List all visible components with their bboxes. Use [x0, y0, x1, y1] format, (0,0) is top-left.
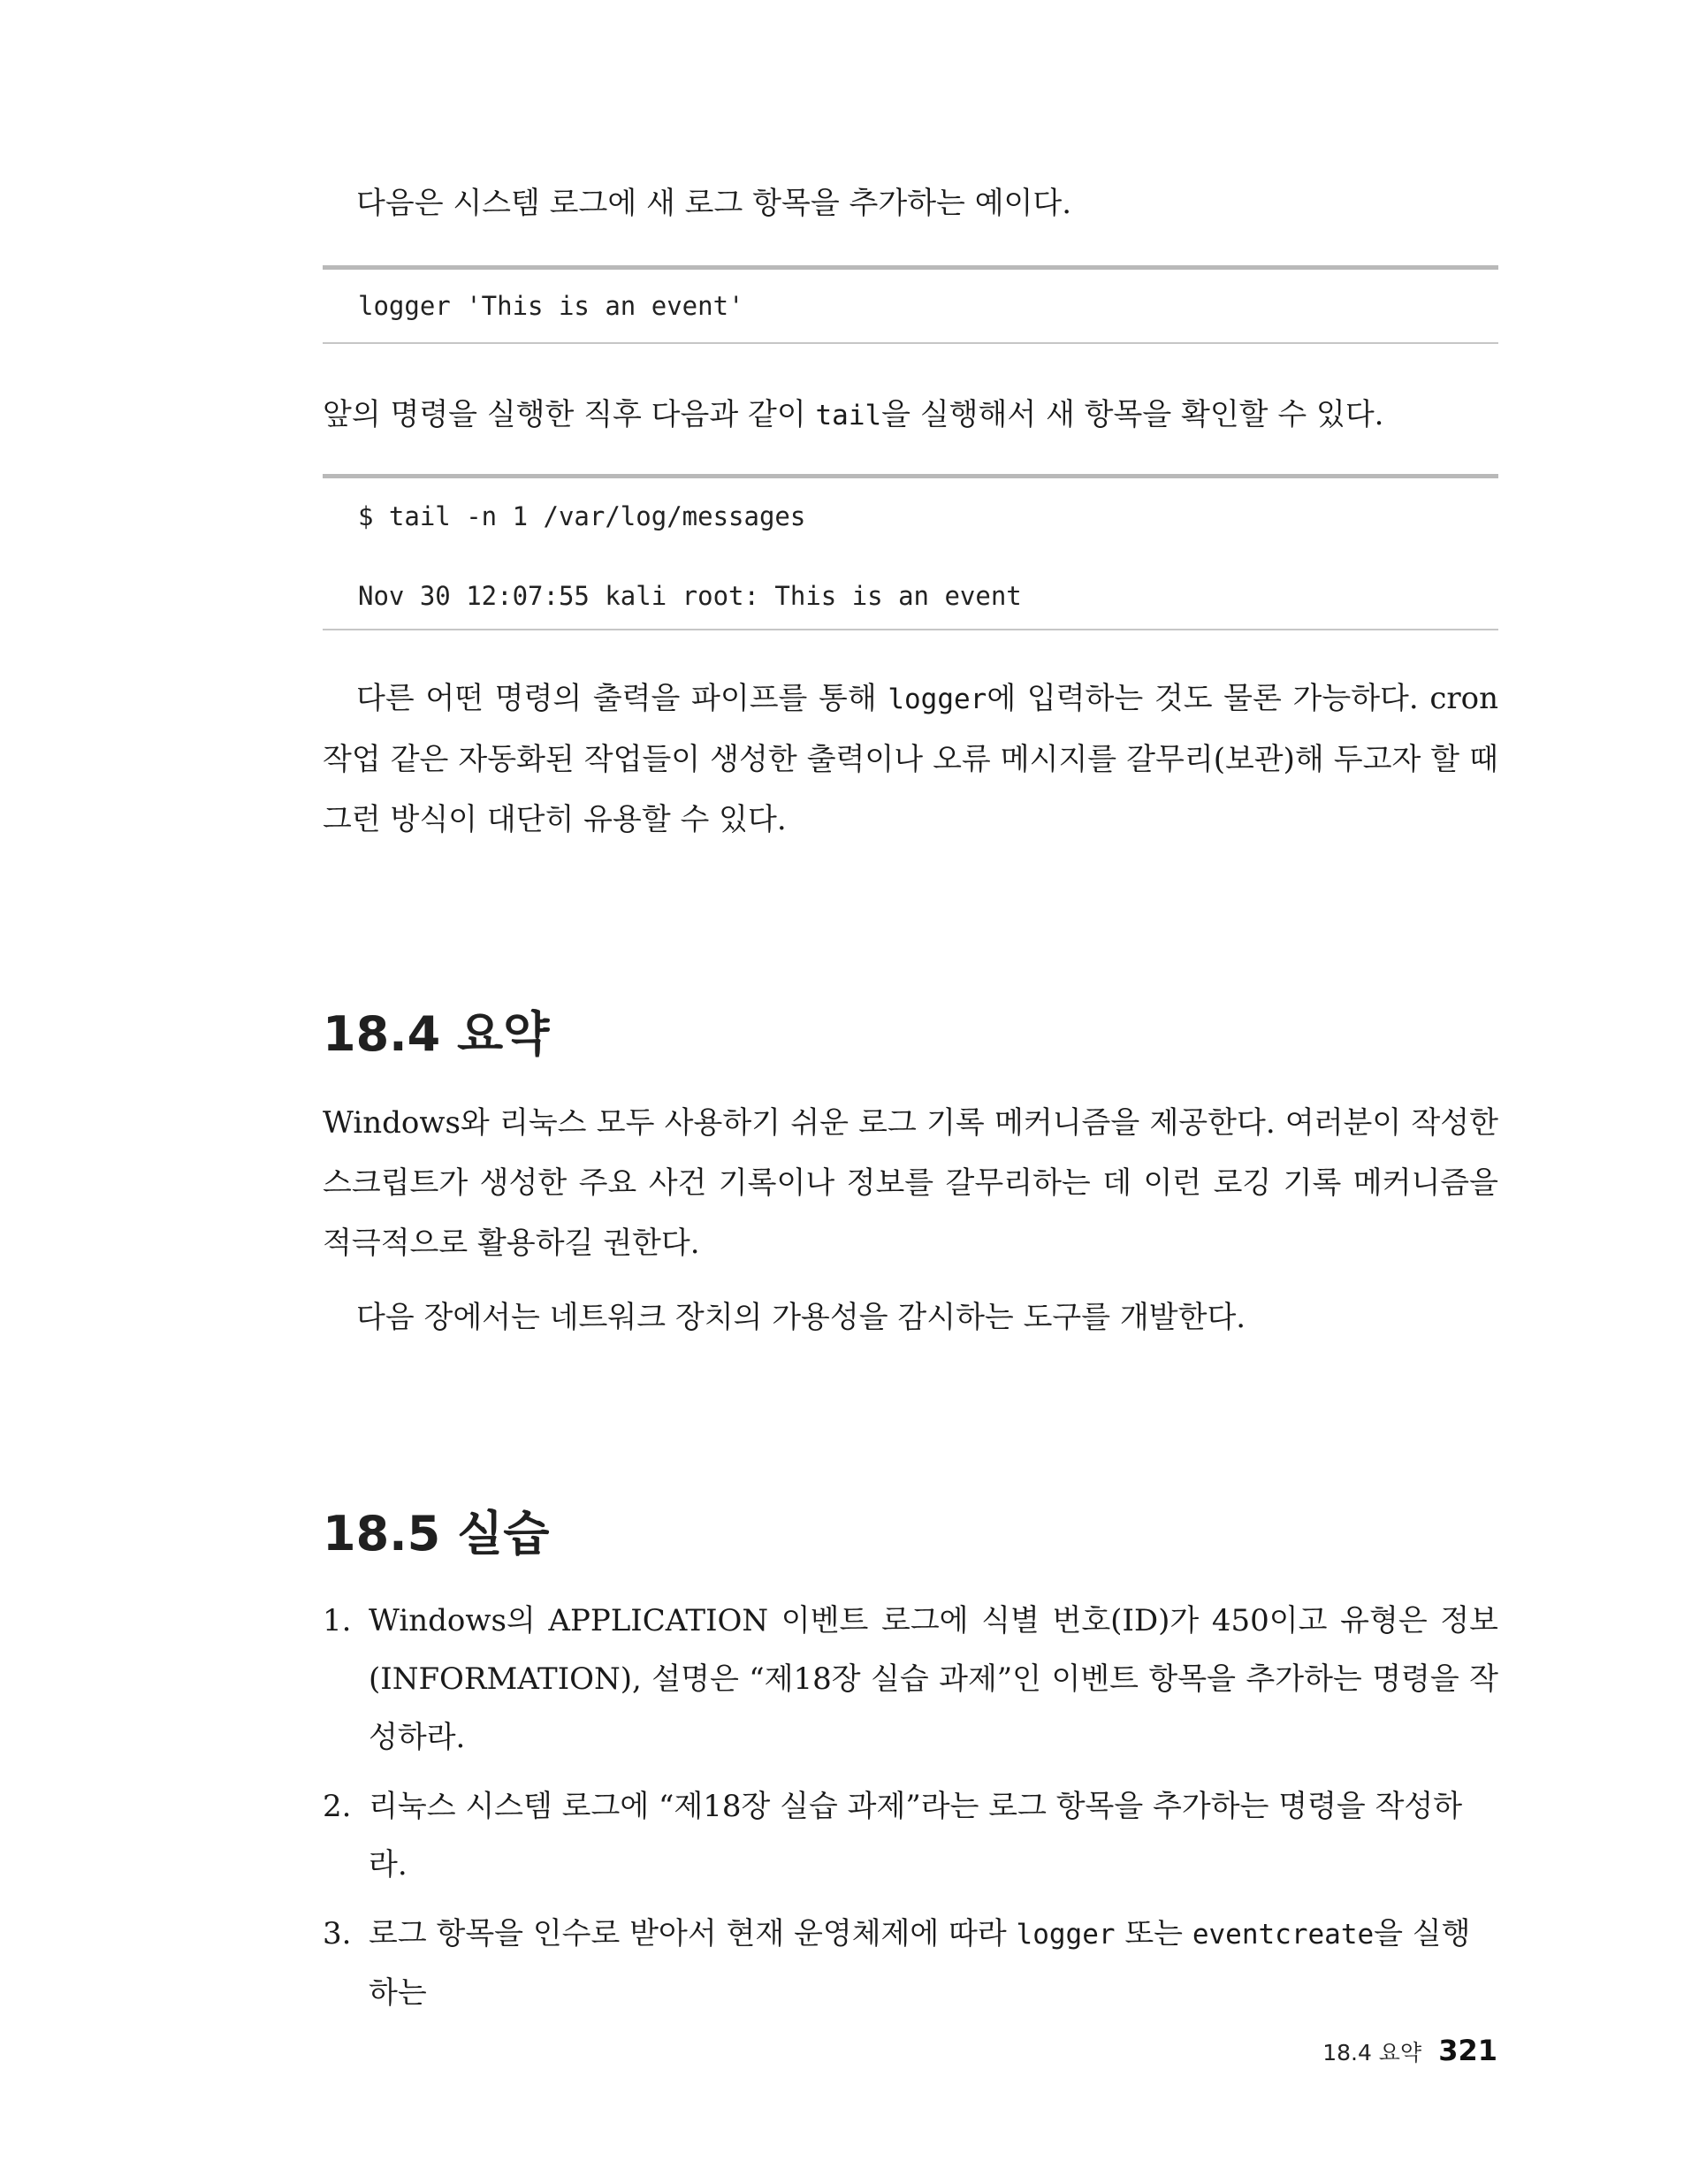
- list-text: 리눅스 시스템 로그에 “제18장 실습 과제”라는 로그 항목을 추가하는 명령을 작성하라.: [369, 1789, 1463, 1882]
- list-number: 1.: [323, 1603, 352, 1638]
- page-footer: [1322, 2034, 1497, 2067]
- text-run: 에 입력하는 것도 물론 가능하다. cron 작업 같은 자동화된 작업들이 생성한 출력이나 오류 메시지를 갈무리(보관)해 두고자 할 때 그런 방식이 대단히 유용할 수 있다.: [323, 681, 1498, 837]
- footer-section-title: 18.4 요약: [1322, 2040, 1422, 2066]
- inline-code: logger: [1016, 1919, 1116, 1951]
- list-text: Windows의 APPLICATION 이벤트 로그에 식별 번호(ID)가 450이고 유형은 정보(INFORMATION), 설명은 “제18장 실습 과제”인 이벤트 항목을 추가하는 명령을 작성하라.: [369, 1603, 1498, 1755]
- pipe-paragraph: [323, 668, 1498, 850]
- practice-heading: 18.5 실습: [323, 1506, 550, 1562]
- text-run: 을 실행해서 새 항목을 확인할 수 있다.: [881, 397, 1384, 432]
- practice-list: [323, 1592, 1498, 2022]
- summary-heading: 18.4 요약: [323, 1006, 550, 1062]
- summary-paragraph: Windows와 리눅스 모두 사용하기 쉬운 로그 기록 메커니즘을 제공한다. 여러분이 작성한 스크립트가 생성한 주요 사건 기록이나 정보를 갈무리하는 데 이런 로깅 기록 메커니즘을 적극적으로 활용하길 권한다.: [323, 1105, 1498, 1261]
- list-number: 3.: [323, 1916, 352, 1951]
- list-number: 2.: [323, 1789, 352, 1824]
- text-run: 로그 항목을 인수로 받아서 현재 운영체제에 따라: [369, 1916, 1017, 1951]
- list-item: [323, 1777, 1498, 1894]
- text-run: 앞의 명령을 실행한 직후 다음과 같이: [323, 397, 816, 432]
- intro-paragraph: 다음은 시스템 로그에 새 로그 항목을 추가하는 예이다.: [356, 186, 1072, 221]
- page-number: 321: [1438, 2034, 1497, 2067]
- text-run: 다른 어떤 명령의 출력을 파이프를 통해: [356, 681, 888, 716]
- code-line: Nov 30 12:07:55 kali root: This is an event: [358, 581, 1022, 611]
- inline-code: tail: [815, 400, 882, 431]
- inline-code: logger: [888, 683, 987, 715]
- inline-code: eventcreate: [1192, 1919, 1375, 1951]
- code-block-logger: [323, 265, 1498, 344]
- code-block-tail: [323, 474, 1498, 630]
- list-item: [323, 1592, 1498, 1767]
- next-chapter-paragraph: 다음 장에서는 네트워크 장치의 가용성을 감시하는 도구를 개발한다.: [356, 1300, 1246, 1335]
- tail-paragraph: [323, 385, 1498, 446]
- code-line: logger 'This is an event': [358, 291, 744, 321]
- list-item: [323, 1905, 1498, 2022]
- code-line: $ tail -n 1 /var/log/messages: [358, 501, 806, 531]
- text-run: 을 실행하는: [369, 1916, 1471, 2011]
- text-run: 또는: [1115, 1916, 1192, 1951]
